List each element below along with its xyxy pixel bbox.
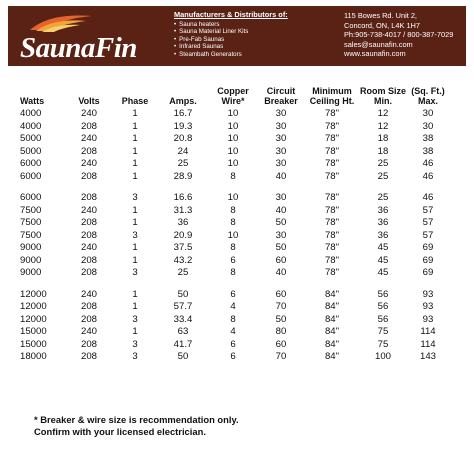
table-cell: 50	[177, 351, 189, 362]
table-cell: 208	[80, 145, 97, 157]
table-cell: 16.7	[173, 108, 193, 119]
table-cell: 3	[132, 313, 138, 325]
table-cell: 3	[132, 351, 138, 362]
table-cell: 3	[132, 229, 138, 241]
table-row	[20, 192, 450, 205]
manufacturer-info	[174, 10, 334, 58]
table-cell: 93	[422, 288, 434, 300]
table-cell: 18	[377, 145, 389, 157]
table-cell: 6	[230, 351, 236, 362]
table-cell: 9000	[20, 254, 42, 266]
table-cell: 114	[420, 326, 436, 337]
table-cell: 12000	[20, 313, 47, 325]
table-cell: 3	[132, 267, 138, 278]
table-cell: 69	[422, 267, 434, 278]
table-cell: 30	[275, 229, 287, 241]
table-cell: 4000	[20, 108, 42, 119]
table-cell: 57	[422, 217, 434, 228]
table-cell: 8	[230, 313, 236, 325]
table-cell: 240	[80, 133, 97, 144]
table-cell: 6	[230, 254, 236, 266]
table-cell: 7500	[20, 204, 42, 216]
table-cell: 208	[80, 301, 97, 312]
table-cell: 56	[377, 288, 389, 300]
table-cell: 25	[377, 158, 389, 169]
table-cell: 8	[230, 217, 236, 228]
table-cell: 9000	[20, 267, 42, 278]
table-cell: 78"	[324, 192, 340, 203]
manufacturer-title: Manufacturers & Distributors of:	[174, 10, 288, 19]
table-cell: 8	[230, 170, 236, 182]
table-cell: 30	[275, 108, 287, 119]
footnote-line-2: Confirm with your licensed electrician.	[34, 426, 206, 437]
table-cell: 36	[377, 204, 389, 216]
table-cell: 78"	[324, 133, 340, 144]
table-cell: 36	[177, 217, 189, 228]
table-cell: 78"	[324, 108, 340, 119]
footnote-line-1: * Breaker & wire size is recommendation only.	[34, 414, 239, 425]
table-row	[20, 255, 450, 268]
table-cell: 15000	[20, 338, 47, 350]
table-cell: 240	[80, 288, 97, 300]
table-cell: 78"	[324, 204, 340, 216]
table-cell: 60	[275, 288, 287, 300]
breaker-footnote	[34, 414, 239, 438]
table-cell: 75	[377, 338, 389, 350]
table-cell: 25	[177, 267, 189, 278]
table-cell: 38	[422, 133, 434, 144]
table-cell: 1	[132, 242, 138, 253]
table-cell: 78"	[324, 267, 340, 278]
table-cell: 208	[80, 120, 97, 132]
column-header: Amps.	[169, 96, 197, 106]
table-cell: 240	[80, 242, 97, 253]
table-cell: 18000	[20, 351, 47, 362]
table-cell: 78"	[324, 145, 340, 157]
table-cell: 57	[422, 229, 434, 241]
table-cell: 240	[80, 204, 97, 216]
table-cell: 6000	[20, 158, 42, 169]
table-cell: 3	[132, 338, 138, 350]
table-cell: 9000	[20, 242, 42, 253]
product-item: • Steambath Generators	[174, 51, 334, 58]
table-cell: 10	[227, 192, 239, 203]
table-row	[20, 146, 450, 159]
column-header: Watts	[20, 96, 45, 106]
table-cell: 50	[275, 242, 287, 253]
table-cell: 78"	[324, 242, 340, 253]
table-cell: 84"	[324, 313, 340, 325]
table-cell: 84"	[324, 351, 340, 362]
table-row	[20, 108, 450, 121]
contact-info	[344, 11, 468, 59]
table-cell: 46	[422, 170, 434, 182]
table-cell: 46	[422, 192, 434, 203]
table-cell: 78"	[324, 158, 340, 169]
table-cell: 1	[132, 326, 138, 337]
table-cell: 10	[227, 229, 239, 241]
table-cell: 43.2	[173, 254, 193, 266]
table-cell: 84"	[324, 326, 340, 337]
table-row	[20, 289, 450, 302]
table-cell: 15000	[20, 326, 47, 337]
table-row	[20, 205, 450, 218]
table-row	[20, 171, 450, 184]
table-cell: 36	[377, 229, 389, 241]
table-cell: 1	[132, 120, 138, 132]
table-cell: 10	[227, 158, 239, 169]
table-cell: 1	[132, 108, 138, 119]
table-cell: 84"	[324, 301, 340, 312]
table-cell: 78"	[324, 120, 340, 132]
table-row	[20, 121, 450, 134]
table-cell: 7500	[20, 217, 42, 228]
table-cell: 57	[422, 204, 434, 216]
product-item: • Infrared Saunas	[174, 43, 334, 50]
table-cell: 143	[419, 351, 436, 362]
table-cell: 41.7	[173, 338, 193, 350]
table-cell: 45	[377, 242, 389, 253]
table-cell: 70	[275, 351, 287, 362]
table-cell: 25	[177, 158, 189, 169]
table-cell: 12000	[20, 301, 47, 312]
table-cell: 50	[275, 217, 287, 228]
table-cell: 19.3	[173, 120, 193, 132]
header-banner	[8, 6, 466, 66]
table-cell: 16.6	[173, 192, 193, 203]
table-cell: 50	[177, 288, 189, 300]
flame-icon	[26, 10, 96, 32]
table-cell: 75	[377, 326, 389, 337]
table-header-row	[20, 86, 450, 108]
column-header: Circuit Breaker	[264, 86, 298, 106]
column-header: Copper Wire*	[217, 86, 249, 106]
table-cell: 25	[377, 192, 389, 203]
table-cell: 40	[275, 204, 287, 216]
table-cell: 93	[422, 301, 434, 312]
column-header: Volts	[78, 96, 100, 106]
table-cell: 6	[230, 288, 236, 300]
table-cell: 1	[132, 217, 138, 228]
table-cell: 50	[275, 313, 287, 325]
table-cell: 63	[177, 326, 189, 337]
table-cell: 208	[80, 217, 97, 228]
table-cell: 28.9	[173, 170, 193, 182]
table-cell: 208	[80, 192, 97, 203]
table-cell: 84"	[324, 338, 340, 350]
table-cell: 1	[132, 301, 138, 312]
table-cell: 4	[230, 301, 236, 312]
table-cell: 208	[80, 313, 97, 325]
table-cell: 33.4	[173, 313, 193, 325]
table-cell: 60	[275, 338, 287, 350]
table-cell: 80	[275, 326, 287, 337]
saunafin-logo	[16, 10, 166, 64]
table-cell: 1	[132, 145, 138, 157]
table-row	[20, 133, 450, 146]
logo-text: SaunaFin	[20, 32, 137, 64]
table-cell: 5000	[20, 145, 42, 157]
table-cell: 30	[275, 158, 287, 169]
table-cell: 1	[132, 288, 138, 300]
table-cell: 6000	[20, 170, 42, 182]
table-cell: 30	[422, 120, 434, 132]
table-cell: 70	[275, 301, 287, 312]
table-cell: 6000	[20, 192, 42, 203]
table-cell: 24	[177, 145, 189, 157]
table-cell: 3	[132, 192, 138, 203]
table-cell: 38	[422, 145, 434, 157]
table-cell: 7500	[20, 229, 42, 241]
product-list	[174, 21, 334, 58]
email-link[interactable]: sales@saunafin.com	[344, 39, 413, 49]
table-cell: 12	[377, 108, 389, 119]
table-cell: 78"	[324, 229, 340, 241]
table-cell: 4	[230, 326, 236, 337]
table-cell: 6	[230, 338, 236, 350]
table-cell: 40	[275, 267, 287, 278]
table-row	[20, 158, 450, 171]
address-line-1: 115 Bowes Rd. Unit 2,	[344, 11, 417, 20]
table-cell: 1	[132, 133, 138, 144]
table-cell: 78"	[324, 170, 340, 182]
table-cell: 56	[377, 313, 389, 325]
table-cell: 25	[377, 170, 389, 182]
table-cell: 5000	[20, 133, 42, 144]
table-cell: 1	[132, 158, 138, 169]
table-row	[20, 230, 450, 243]
table-cell: 20.9	[173, 229, 193, 241]
table-cell: 240	[80, 326, 97, 337]
table-cell: 93	[422, 313, 434, 325]
column-header: Minimum Ceiling Ht.	[309, 86, 355, 106]
table-row	[20, 217, 450, 230]
table-cell: 31.3	[173, 204, 193, 216]
product-item: • Sauna Material Liner Kits	[174, 28, 334, 35]
table-cell: 208	[80, 338, 97, 350]
product-item: • Pre-Fab Saunas	[174, 36, 334, 43]
table-cell: 30	[275, 120, 287, 132]
table-cell: 100	[374, 351, 391, 362]
website-link[interactable]: www.saunafin.com	[344, 49, 406, 59]
heater-specifications-table	[20, 86, 450, 364]
table-cell: 84"	[324, 288, 340, 300]
column-header: Phase	[121, 96, 149, 106]
table-cell: 69	[422, 254, 434, 266]
group-spacer	[20, 280, 450, 289]
table-cell: 56	[377, 301, 389, 312]
table-cell: 40	[275, 170, 287, 182]
table-cell: 30	[275, 192, 287, 203]
table-cell: 37.5	[173, 242, 193, 253]
table-cell: 240	[80, 108, 97, 119]
table-cell: 78"	[324, 217, 340, 228]
table-cell: 8	[230, 242, 236, 253]
table-cell: 4000	[20, 120, 42, 132]
phone-text: Ph:905-738-4017 / 800-387-7029	[344, 30, 454, 40]
table-cell: 10	[227, 108, 239, 119]
table-cell: 208	[80, 267, 97, 278]
table-row	[20, 301, 450, 314]
table-row	[20, 351, 450, 364]
address-line-2: Concord, ON, L4K 1H7	[344, 20, 420, 30]
specifications-table-area	[20, 86, 450, 364]
table-cell: 18	[377, 133, 389, 144]
table-cell: 10	[227, 133, 239, 144]
table-cell: 30	[275, 145, 287, 157]
product-item: • Sauna heaters	[174, 21, 334, 28]
table-cell: 1	[132, 204, 138, 216]
table-cell: 10	[227, 145, 239, 157]
table-cell: 8	[230, 267, 236, 278]
table-cell: 114	[420, 338, 436, 350]
table-row	[20, 326, 450, 339]
table-cell: 1	[132, 254, 138, 266]
table-row	[20, 242, 450, 255]
table-cell: 46	[422, 158, 434, 169]
table-cell: 30	[422, 108, 434, 119]
table-cell: 8	[230, 204, 236, 216]
table-cell: 208	[80, 351, 97, 362]
group-spacer	[20, 183, 450, 192]
table-body	[20, 108, 450, 364]
table-cell: 12000	[20, 288, 47, 300]
table-cell: 57.7	[173, 301, 193, 312]
table-row	[20, 267, 450, 280]
table-row	[20, 314, 450, 327]
table-cell: 240	[80, 158, 97, 169]
table-cell: 45	[377, 267, 389, 278]
table-cell: 208	[80, 170, 97, 182]
table-cell: 208	[80, 229, 97, 241]
table-cell: 78"	[324, 254, 340, 266]
table-cell: 36	[377, 217, 389, 228]
table-cell: 45	[377, 254, 389, 266]
table-cell: 60	[275, 254, 287, 266]
table-cell: 12	[377, 120, 389, 132]
table-cell: 20.8	[173, 133, 193, 144]
table-cell: 208	[80, 254, 97, 266]
table-cell: 30	[275, 133, 287, 144]
column-header: (Sq. Ft.) Max.	[411, 86, 445, 106]
table-row	[20, 339, 450, 352]
table-cell: 10	[227, 120, 239, 132]
column-header: Room Size Min.	[360, 86, 407, 106]
table-cell: 69	[422, 242, 434, 253]
table-cell: 1	[132, 170, 138, 182]
